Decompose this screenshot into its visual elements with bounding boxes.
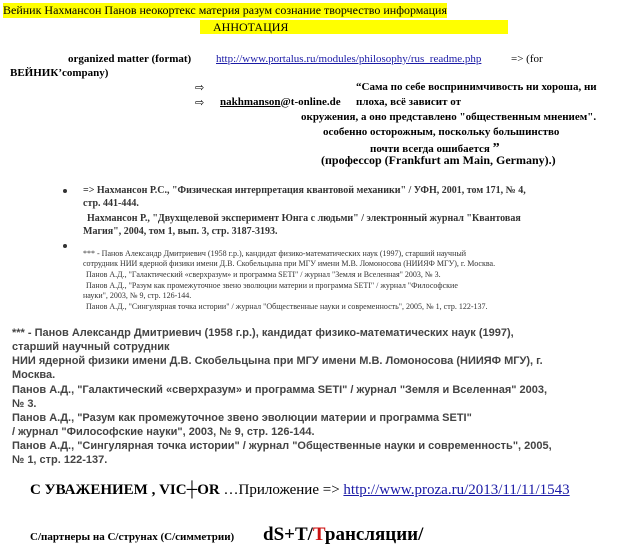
author-name-a: VIC xyxy=(159,482,187,498)
page-title-text: Вейник Нахмансон Панов неокортекс материя разум сознание творчество информация xyxy=(3,3,447,17)
small-ref-line-3: Панов А.Д., "Галактический «сверхразум» и программа SETI" / журнал "Земля и Вселенная" 2003, № 3. xyxy=(86,270,441,279)
ref-2-line-2: Магия", 2004, том 1, вып. 3, стр. 3187-3193. xyxy=(83,226,278,237)
ref-line-4: Москва. xyxy=(12,369,56,381)
formula xyxy=(263,524,423,546)
small-ref-line-6: Панов А.Д., "Сингулярная точка истории" / журнал "Общественные науки и современность", 2005, № 1, стр. 122-137. xyxy=(86,302,488,311)
author-name-sep: ┼ xyxy=(186,482,198,498)
ref-2-line-1: Нахмансон Р., "Двухщелевой эксперимент Юнга с людьми" / электронный журнал "Квантовая xyxy=(87,213,521,224)
formula-end: / xyxy=(418,524,424,545)
quote-author-email[interactable] xyxy=(220,96,341,108)
annotation-heading: АННОТАЦИЯ xyxy=(213,20,289,34)
ref-line-8: / журнал "Философские науки", 2003, № 9, стр. 126-144. xyxy=(12,426,315,438)
quote-source: (профессор (Frankfurt am Main, Germany).) xyxy=(321,153,556,167)
quote-line-4: особенно осторожным, поскольку большинство xyxy=(323,126,560,138)
ref-line-3: НИИ ядерной физики имени Д.В. Скобельцына при МГУ имени М.В. Ломоносова (НИИЯФ МГУ), г. xyxy=(12,355,543,367)
ref-line-5: Панов А.Д., "Галактический «сверхразум» и программа SETI" / журнал "Земля и Вселенная" 2003, xyxy=(12,384,548,396)
appendix-text: …Приложение => xyxy=(223,482,340,498)
quote-line-2: плоха, всё зависит от xyxy=(356,96,462,108)
formula-t: Т xyxy=(312,524,325,545)
quote-line-3: окружения, а оно представлено "общественным мнением". xyxy=(301,111,597,123)
formula-a: dS+T/ xyxy=(263,524,313,545)
bullet-icon xyxy=(63,244,67,248)
partners-label: С/партнеры на С/струнах (С/симметрии) xyxy=(30,531,235,543)
small-ref-line-2: сотрудник НИИ ядерной физики имени Д.В. Скобельцына при МГУ имени М.В. Ломоносова (НИИЯФ МГУ), г. Москва. xyxy=(83,259,496,268)
small-ref-line-4: Панов А.Д., "Разум как промежуточное звено эволюции материи и программа SETI" / журнал "Философские xyxy=(86,281,458,290)
page-title xyxy=(3,3,447,18)
quote-line-1: “Сама по себе воспринимчивость ни хороша, ни xyxy=(356,81,597,93)
signature-line xyxy=(30,482,570,499)
company-label: ВЕЙНИК’company) xyxy=(10,67,109,79)
arrow-right-icon: ⇨ xyxy=(195,96,205,109)
email-domain: @t-online.de xyxy=(280,96,341,108)
readme-link[interactable]: http://www.portalus.ru/modules/philosophy/rus_readme.php xyxy=(216,53,482,65)
ref-line-10: № 1, стр. 122-137. xyxy=(12,454,108,466)
arrow-right-icon: ⇨ xyxy=(195,81,205,94)
ref-1-line-2: стр. 441-444. xyxy=(83,198,139,209)
ref-line-9: Панов А.Д., "Сингулярная точка истории" / журнал "Общественные науки и современность", 2005, xyxy=(12,440,552,452)
formula-b: рансляции xyxy=(324,524,419,545)
ref-line-1: *** - Панов Александр Дмитриевич (1958 г.р.), кандидат физико-математических наук (1997), xyxy=(12,327,514,339)
email-user: nakhmanson xyxy=(220,96,281,108)
author-name-b: OR xyxy=(197,482,220,498)
small-ref-line-5: науки", 2003, № 9, стр. 126-144. xyxy=(83,291,192,300)
quote-line-5-text: почти всегда ошибается xyxy=(370,143,490,155)
small-ref-line-1: *** - Панов Александр Дмитриевич (1958 г.р.), кандидат физико-математических наук (1997), старший научный xyxy=(83,249,466,258)
bullet-icon xyxy=(63,189,67,193)
ref-line-2: старший научный сотрудник xyxy=(12,341,170,353)
ref-line-6: № 3. xyxy=(12,398,37,410)
proza-link[interactable]: http://www.proza.ru/2013/11/11/1543 xyxy=(343,482,570,498)
ref-line-7: Панов А.Д., "Разум как промежуточное звено эволюции материи и программа SETI" xyxy=(12,412,472,424)
organized-matter-label: organized matter (format) xyxy=(68,53,192,65)
ref-1-line-1: => Нахмансон Р.С., "Физическая интерпретация квантовой механики" / УФН, 2001, том 171, № 4, xyxy=(83,185,526,196)
for-text: => (for xyxy=(511,53,543,65)
author-name xyxy=(159,482,220,498)
closing-quote: ” xyxy=(492,141,500,156)
respect-text: С УВАЖЕНИЕМ , xyxy=(30,482,156,498)
